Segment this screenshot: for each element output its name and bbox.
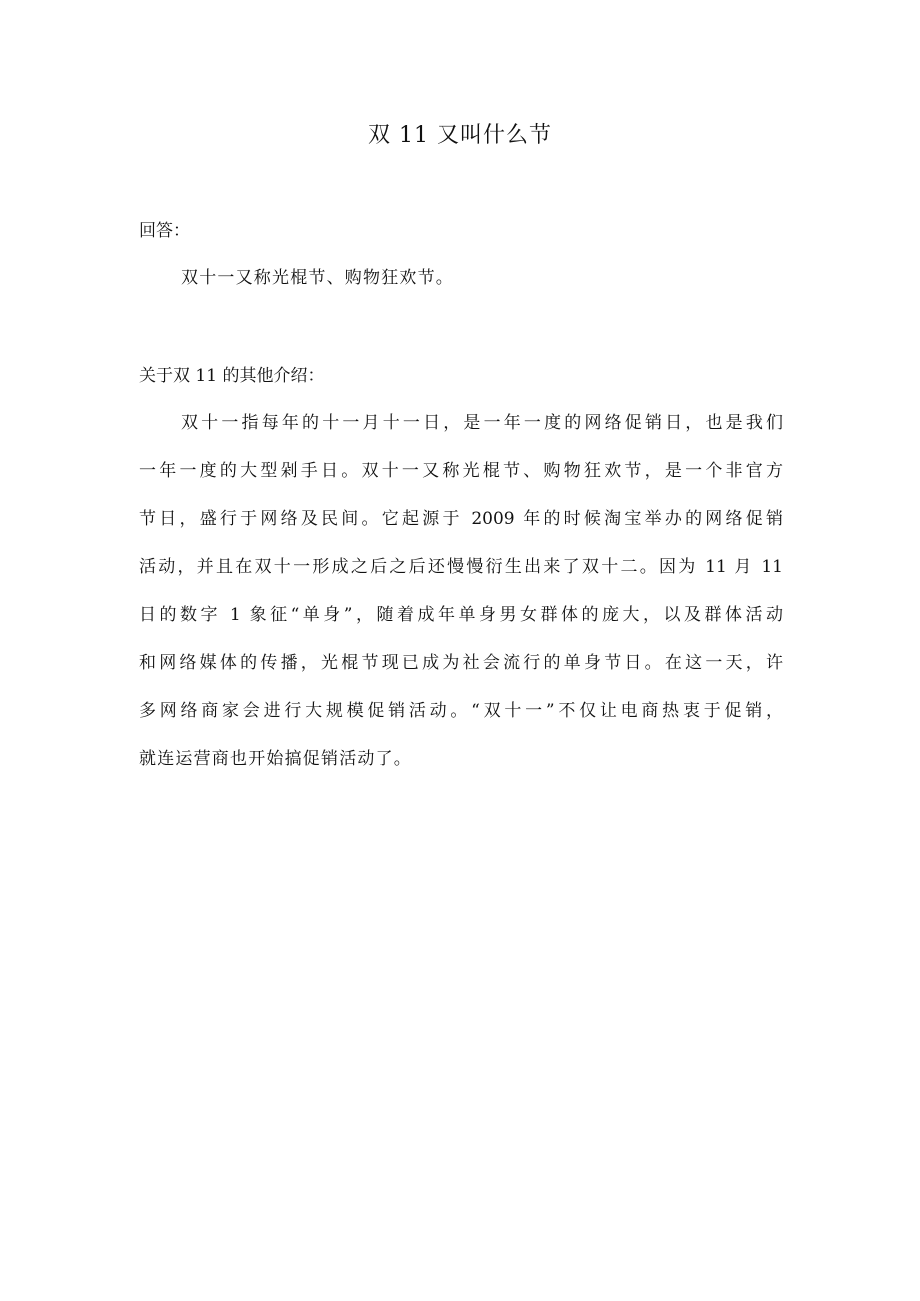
paragraph-line: 和网络媒体的传播，光棍节现已成为社会流行的单身节日。在这一天，许: [139, 653, 783, 673]
paragraph-line: 节日，盛行于网络及民间。它起源于 2009 年的时候淘宝举办的网络促销: [139, 509, 783, 529]
paragraph-line: 活动，并且在双十一形成之后之后还慢慢衍生出来了双十二。因为 11 月 11: [139, 557, 783, 577]
paragraph-line: 双十一指每年的十一月十一日，是一年一度的网络促销日，也是我们: [181, 413, 783, 433]
page-title: 双 11 又叫什么节: [368, 123, 552, 148]
other-info-label: 关于双 11 的其他介绍：: [139, 366, 325, 386]
answer-label: 回答：: [139, 221, 190, 241]
body-paragraph: [139, 408, 783, 792]
paragraph-line: 多网络商家会进行大规模促销活动。“双十一”不仅让电商热衷于促销，: [139, 701, 783, 721]
paragraph-line: 日的数字 1 象征“单身”，随着成年单身男女群体的庞大，以及群体活动: [139, 605, 783, 625]
paragraph-line: 就连运营商也开始搞促销活动了。: [139, 749, 412, 769]
answer-text: 双十一又称光棍节、购物狂欢节。: [181, 268, 454, 288]
paragraph-line: 一年一度的大型剁手日。双十一又称光棍节、购物狂欢节，是一个非官方: [139, 461, 783, 481]
